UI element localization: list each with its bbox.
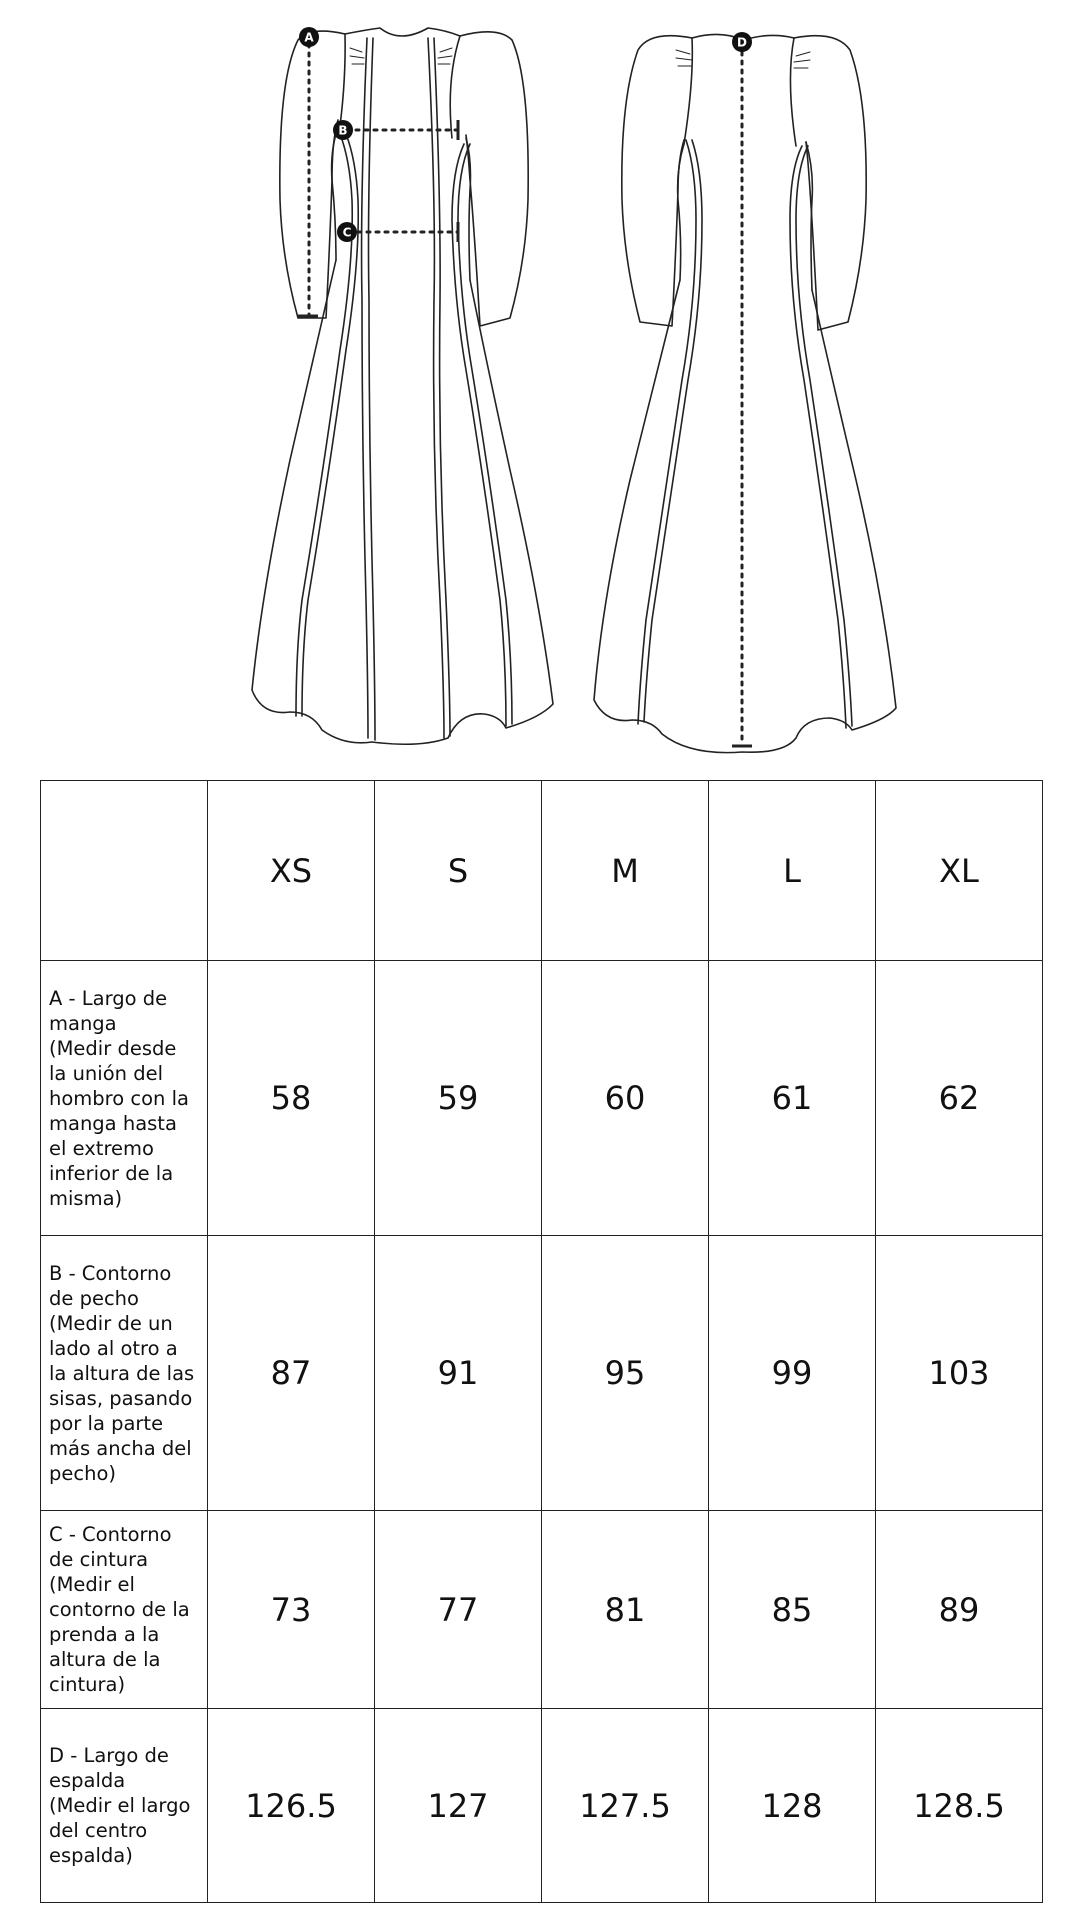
table-cell: 58 (208, 961, 375, 1236)
size-header-m: M (542, 781, 709, 961)
table-row-waist (41, 1511, 1043, 1709)
row-label-back-length (41, 1709, 208, 1903)
row-label-chest (41, 1236, 208, 1511)
back-dress (594, 34, 896, 752)
table-cell: 91 (375, 1236, 542, 1511)
row-description: (Medir de un lado al otro a la altura de las sisas, pasando por la parte más ancha del pecho) (49, 1311, 195, 1485)
row-title: B - Contorno de pecho (49, 1261, 172, 1310)
table-cell: 95 (542, 1236, 709, 1511)
table-cell: 128.5 (876, 1709, 1043, 1903)
table-header-row (41, 781, 1043, 961)
marker-a (299, 27, 319, 47)
table-row-back-length (41, 1709, 1043, 1903)
size-header-xl: XL (876, 781, 1043, 961)
row-description: (Medir el largo del centro espalda) (49, 1794, 191, 1867)
row-description: (Medir el contorno de la prenda a la altura de la cintura) (49, 1573, 190, 1696)
table-cell: 99 (709, 1236, 876, 1511)
back-left-sleeve (622, 36, 692, 326)
table-cell: 103 (876, 1236, 1043, 1511)
row-label-waist (41, 1511, 208, 1709)
row-description: (Medir desde la unión del hombro con la manga hasta el extremo inferior de la misma) (49, 1036, 189, 1210)
table-cell: 128 (709, 1709, 876, 1903)
marker-c-label: C (342, 225, 352, 240)
table-cell: 62 (876, 961, 1043, 1236)
table-cell: 127.5 (542, 1709, 709, 1903)
table-cell: 81 (542, 1511, 709, 1709)
row-label-sleeve-length (41, 961, 208, 1236)
back-skirt (594, 280, 896, 753)
table-cell: 85 (709, 1511, 876, 1709)
corner-cell (41, 781, 208, 961)
table-cell: 87 (208, 1236, 375, 1511)
marker-b (333, 120, 353, 140)
front-dress (252, 28, 553, 744)
row-title: A - Largo de manga (49, 986, 168, 1035)
table-cell: 73 (208, 1511, 375, 1709)
back-right-sleeve (794, 36, 866, 330)
marker-c (337, 222, 357, 242)
size-header-xs: XS (208, 781, 375, 961)
front-neckline (345, 28, 460, 36)
table-row-chest (41, 1236, 1043, 1511)
table-cell: 126.5 (208, 1709, 375, 1903)
table-cell: 61 (709, 961, 876, 1236)
table-cell: 89 (876, 1511, 1043, 1709)
marker-a-label: A (304, 30, 314, 45)
marker-d-label: D (737, 35, 747, 50)
table-cell: 59 (375, 961, 542, 1236)
size-header-s: S (375, 781, 542, 961)
front-left-sleeve (280, 31, 348, 318)
size-chart-table (40, 780, 1043, 1903)
marker-d (732, 32, 752, 52)
row-title: C - Contorno de cintura (49, 1523, 172, 1571)
table-cell: 77 (375, 1511, 542, 1709)
dress-illustration (0, 0, 1080, 770)
size-header-l: L (709, 781, 876, 961)
table-cell: 60 (542, 961, 709, 1236)
marker-b-label: B (338, 123, 348, 138)
row-title: D - Largo de espalda (49, 1744, 169, 1792)
table-cell: 127 (375, 1709, 542, 1903)
table-row-sleeve-length (41, 961, 1043, 1236)
dress-sketch (0, 0, 1080, 770)
